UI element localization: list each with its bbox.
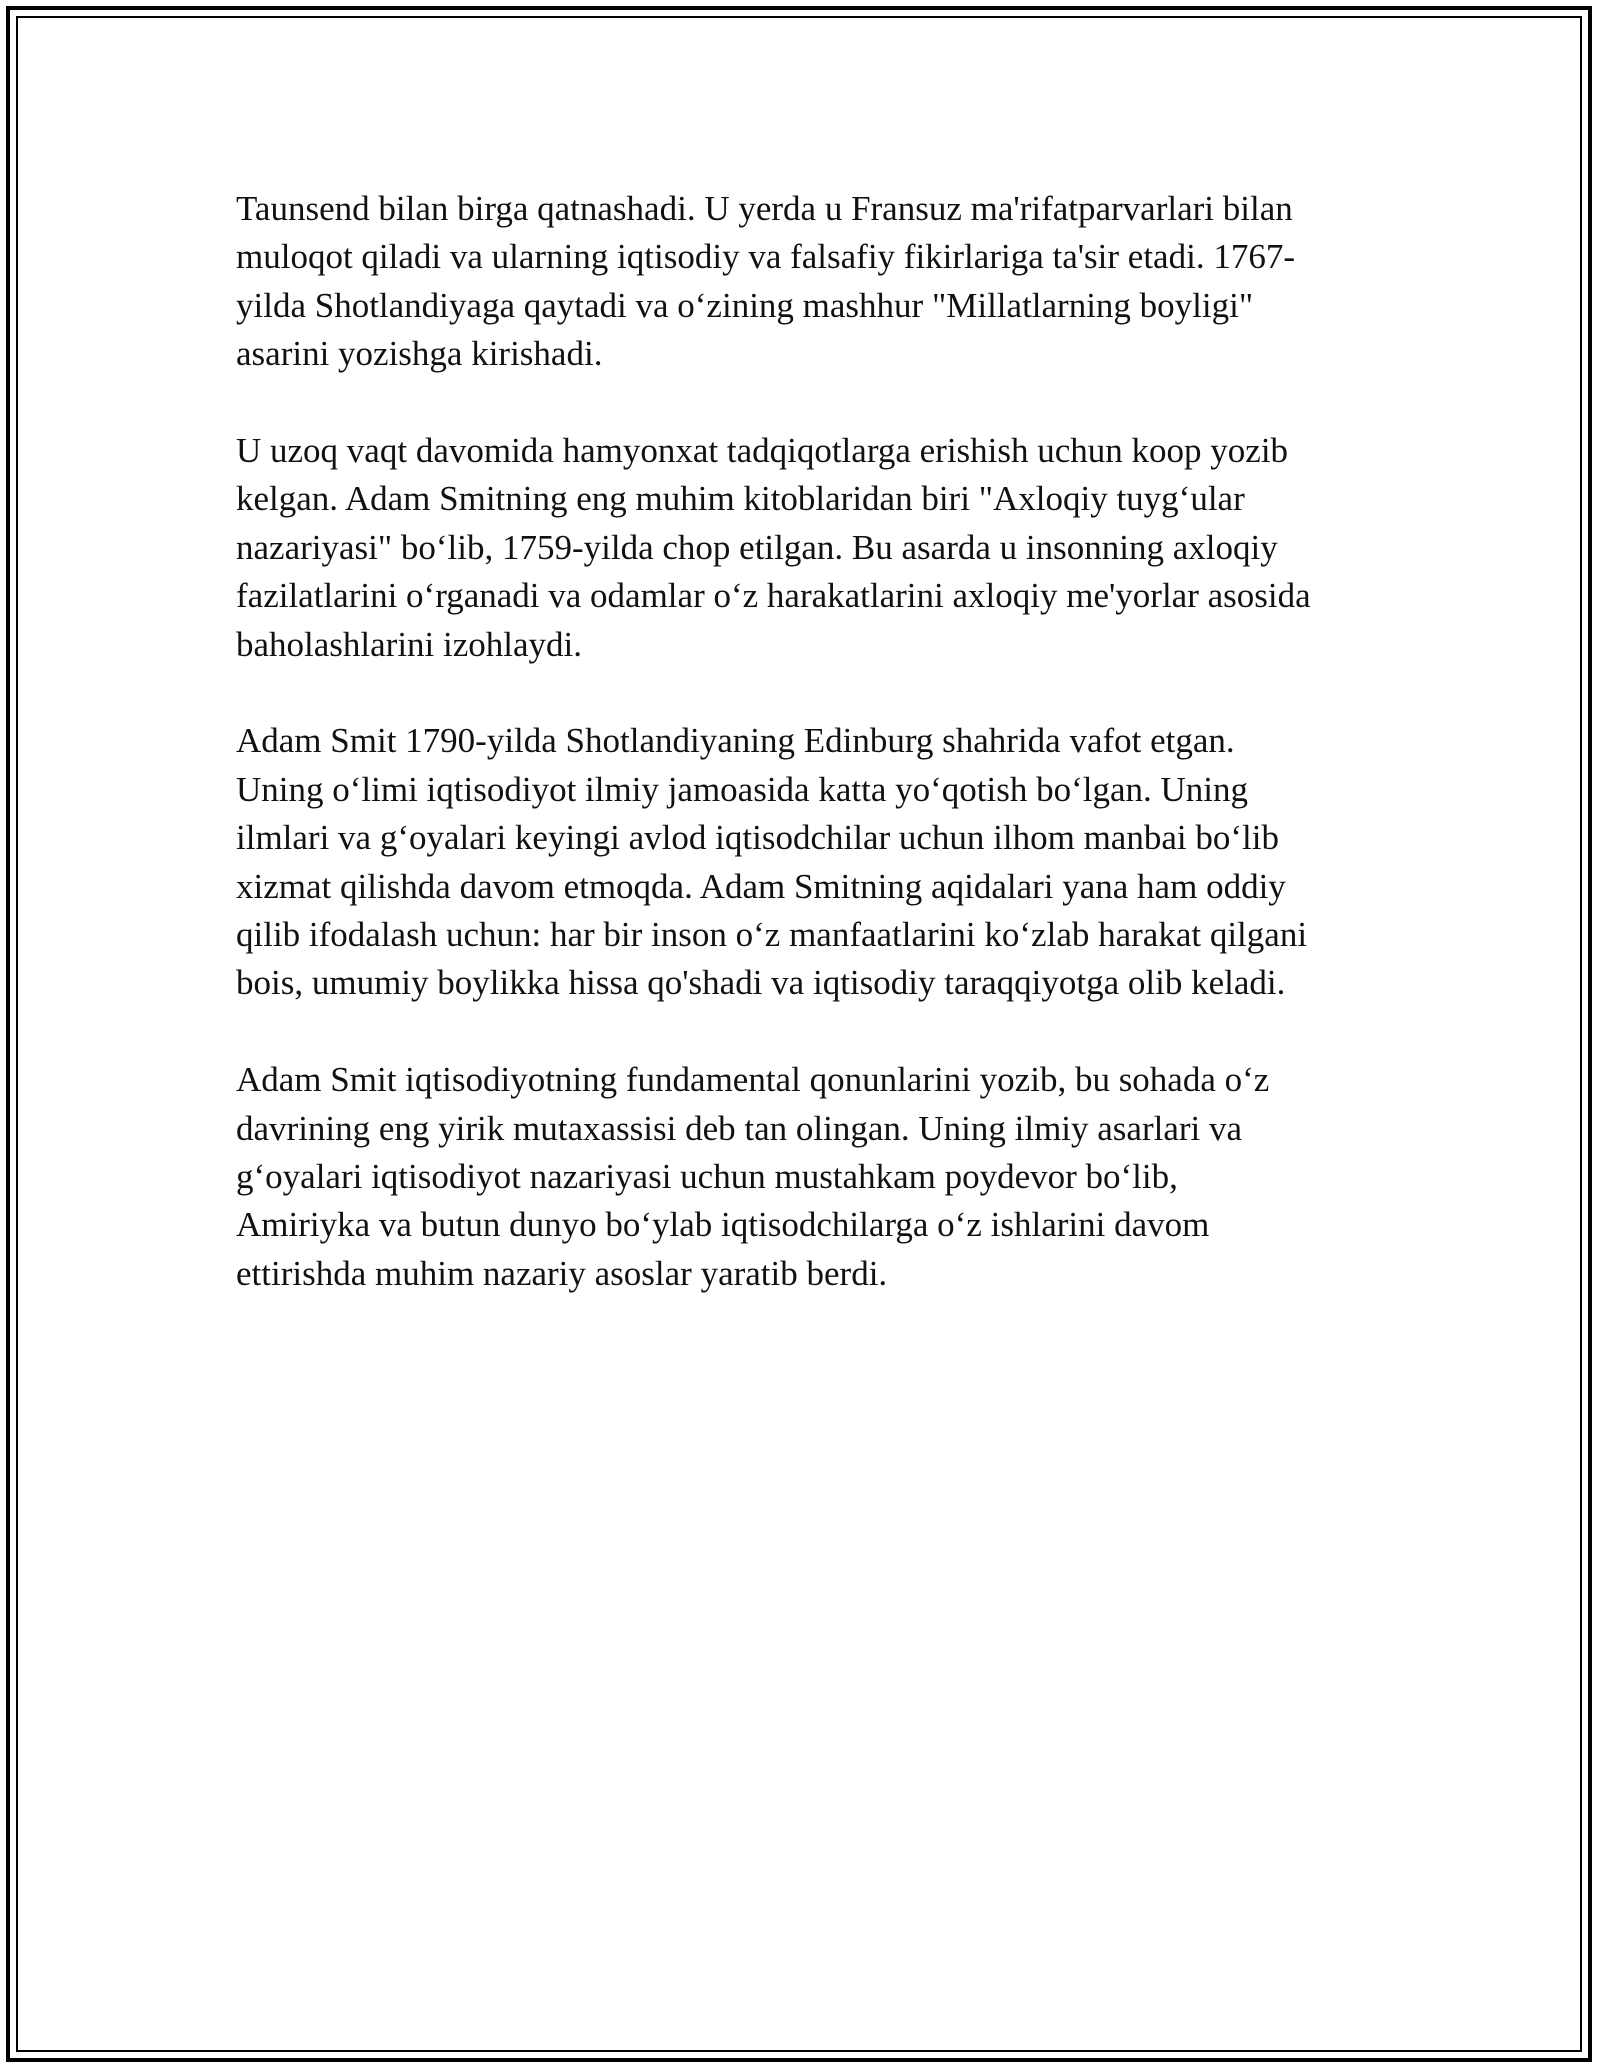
document-body <box>236 185 1376 1347</box>
paragraph-1: Taunsend bilan birga qatnashadi. U yerda u Fransuz ma'rifatparvarlari bilan muloqot qiladi va ularning iqtisodiy va falsafiy fikirlariga ta'sir etadi. 1767- yilda Shotlandiyaga qaytadi va o‘zining mashhur "Millatlarning boyligi" asarini yozishga kirishadi. <box>236 189 1295 374</box>
paragraph-2: U uzoq vaqt davomida hamyonxat tadqiqotlarga erishish uchun koop yozib kelgan. Adam Smitning eng muhim kitoblaridan biri "Axloqiy tuyg‘ular nazariyasi" bo‘lib, 1759-yilda chop etilgan. Bu asarda u insonning axloqiy fazilatlarini o‘rganadi va odamlar o‘z harakatlarini axloqiy me'yorlar asosida baholashlarini izohlaydi. <box>236 431 1311 664</box>
paragraph-4: Adam Smit iqtisodiyotning fundamental qonunlarini yozib, bu sohada o‘z davrining eng yirik mutaxassisi deb tan olingan. Uning ilmiy asarlari va g‘oyalari iqtisodiyot nazariyasi uchun mustahkam poydevor bo‘lib, Amiriyka va butun dunyo bo‘ylab iqtisodchilarga o‘z ishlarini davom ettirishda muhim nazariy asoslar yaratib berdi. <box>236 1060 1270 1293</box>
paragraph-3: Adam Smit 1790-yilda Shotlandiyaning Edinburg shahrida vafot etgan. Uning o‘limi iqtisodiyot ilmiy jamoasida katta yo‘qotish bo‘lgan. Uning ilmlari va g‘oyalari keyingi avlod iqtisodchilar uchun ilhom manbai bo‘lib xizmat qilishda davom etmoqda. Adam Smitning aqidalari yana ham oddiy qilib ifodalash uchun: har bir inson o‘z manfaatlarini ko‘zlab harakat qilgani bois, umumiy boylikka hissa qo'shadi va iqtisodiy taraqqiyotga olib keladi. <box>236 721 1308 1003</box>
